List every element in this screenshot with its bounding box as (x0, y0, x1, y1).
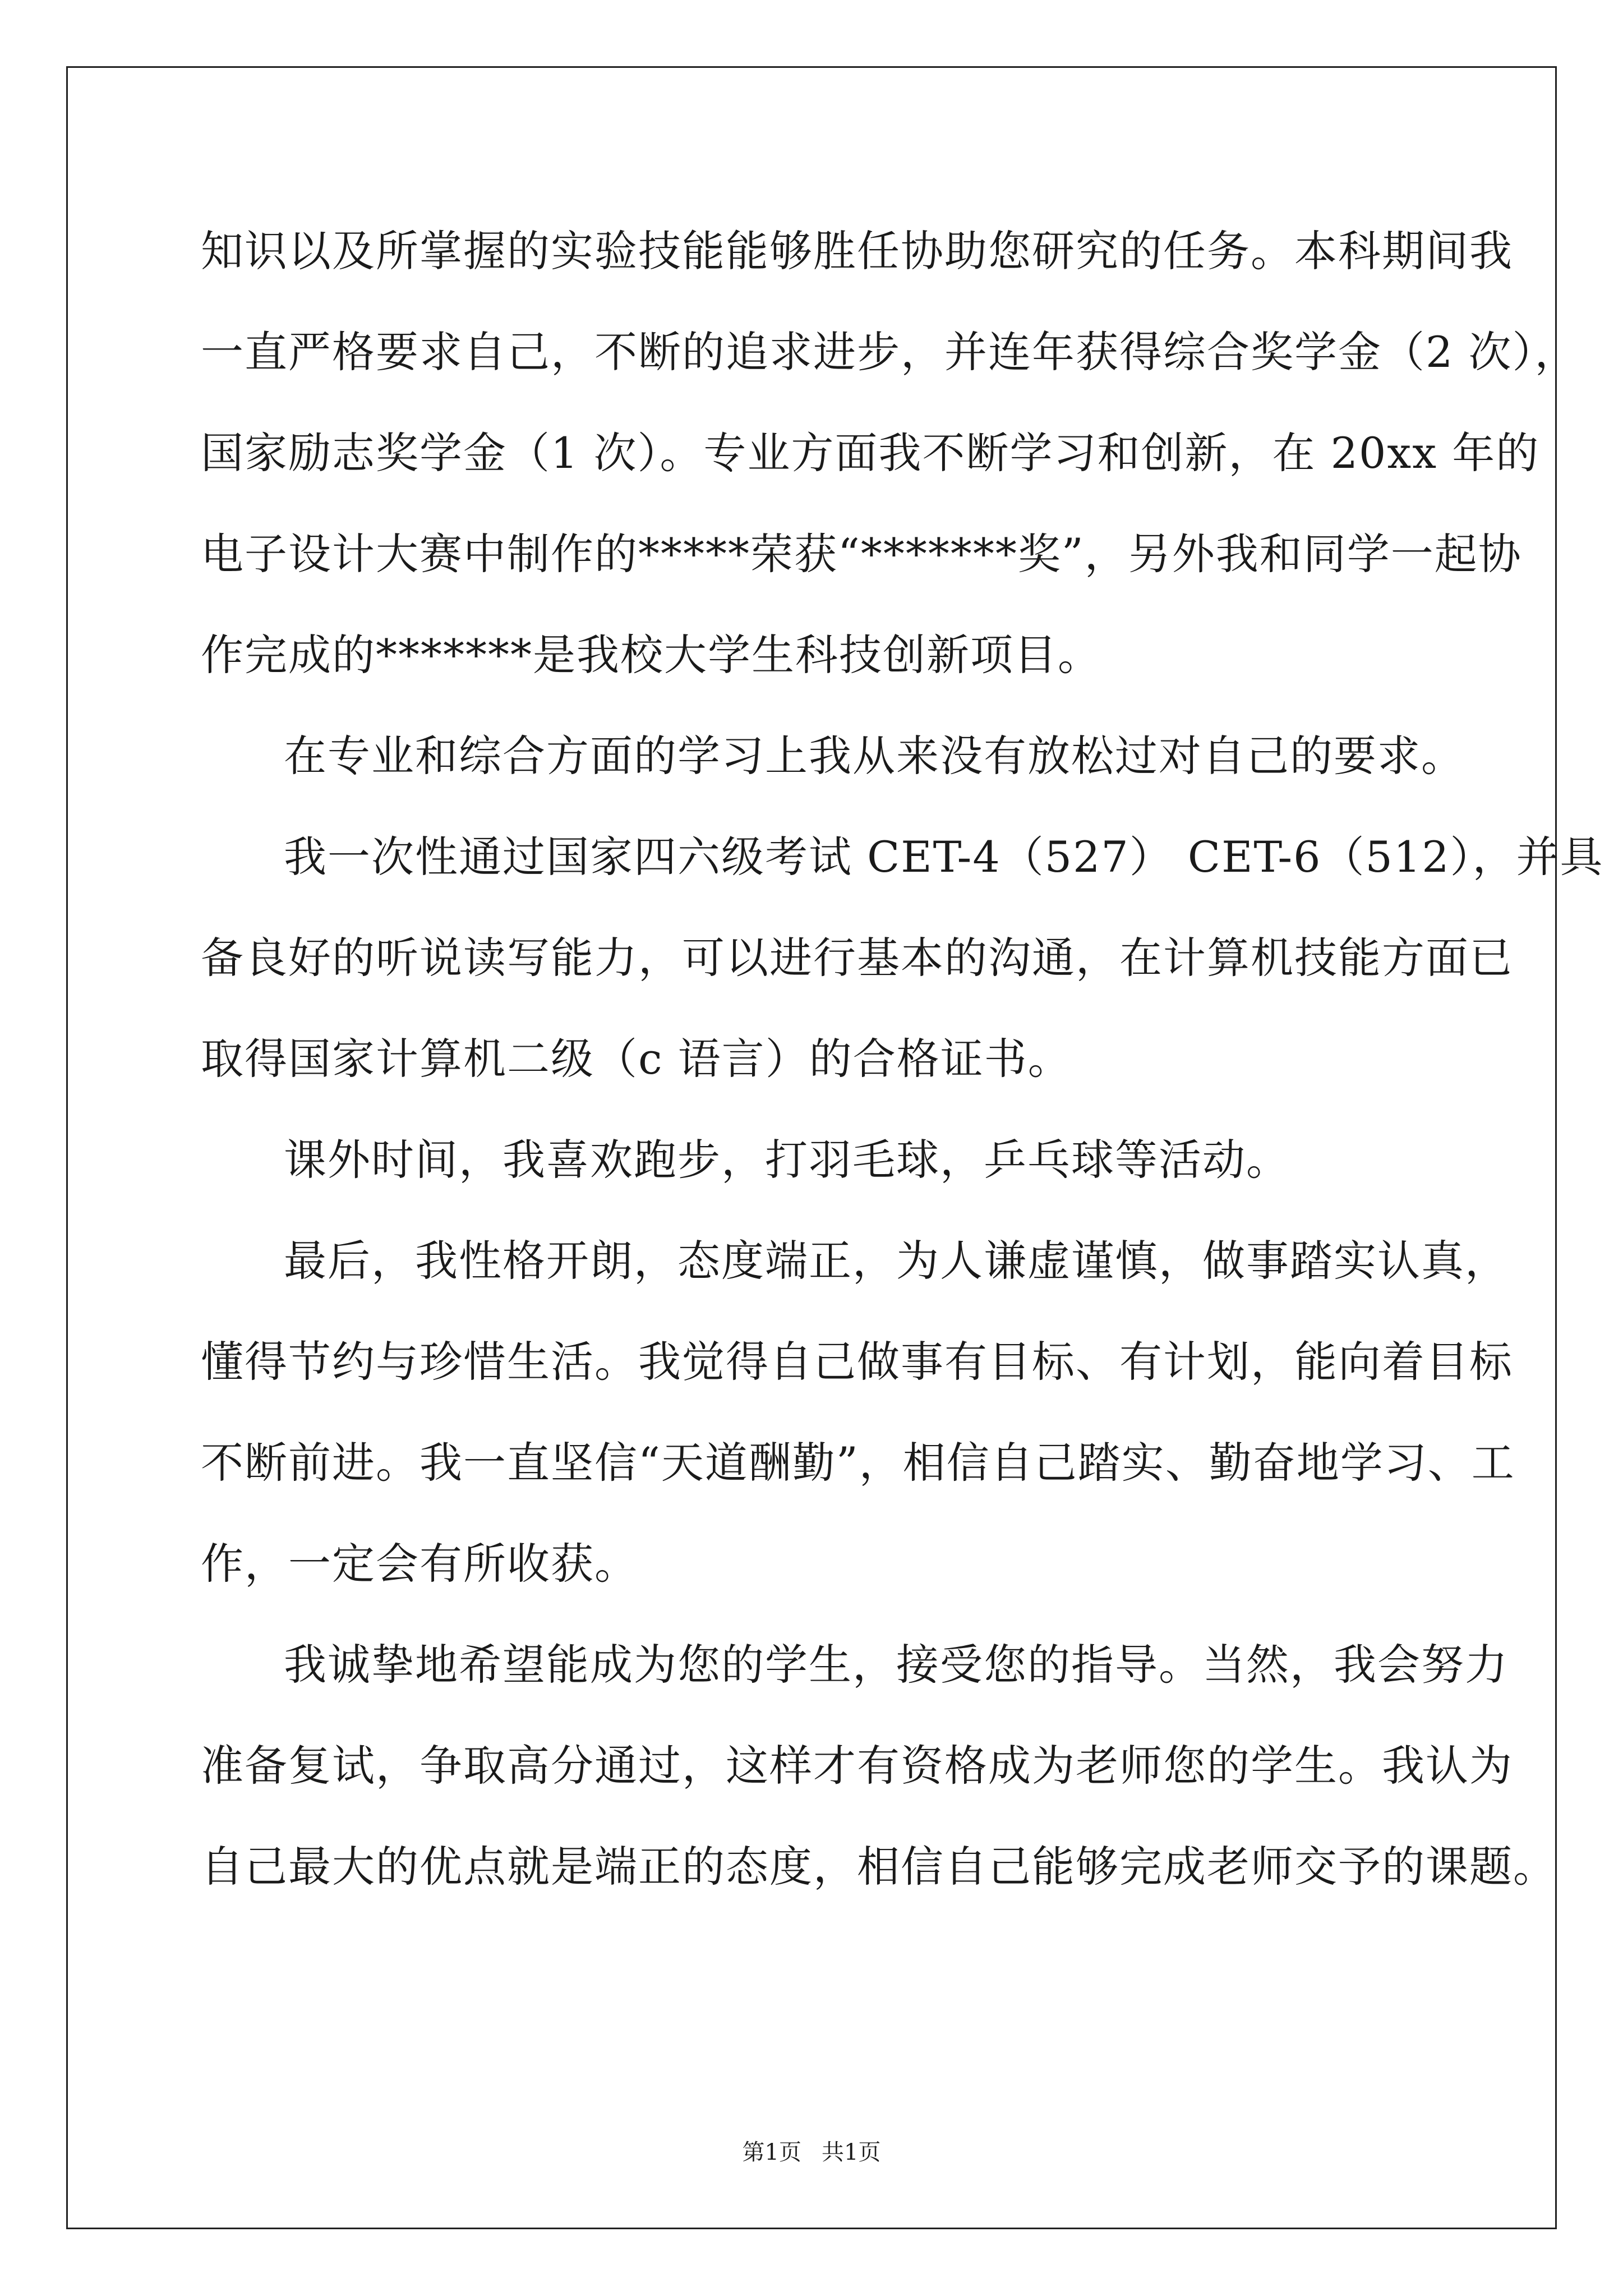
body-line: 准备复试，争取高分通过，这样才有资格成为老师您的学生。我认为 (201, 1741, 1513, 1791)
body-line: 课外时间，我喜欢跑步，打羽毛球，乒乓球等活动。 (284, 1135, 1290, 1185)
body-line: 在专业和综合方面的学习上我从来没有放松过对自己的要求。 (284, 731, 1465, 781)
body-line: 知识以及所掌握的实验技能能够胜任协助您研究的任务。本科期间我 (201, 226, 1513, 276)
page-number: 第1页 (742, 2139, 801, 2165)
body-line: 国家励志奖学金（1 次）。专业方面我不断学习和创新，在 20xx 年的 (201, 428, 1540, 478)
page-footer (0, 2138, 1623, 2166)
body-line: 一直严格要求自己，不断的追求进步，并连年获得综合奖学金（2 次）， (201, 327, 1579, 377)
body-line: 自己最大的优点就是端正的态度，相信自己能够完成老师交予的课题。 (201, 1842, 1557, 1892)
body-line: 懂得节约与珍惜生活。我觉得自己做事有目标、有计划，能向着目标 (201, 1337, 1513, 1387)
body-line: 电子设计大赛中制作的*****荣获“*******奖”，另外我和同学一起协 (201, 529, 1522, 579)
body-line: 备良好的听说读写能力，可以进行基本的沟通，在计算机技能方面已 (201, 933, 1513, 983)
body-line: 作，一定会有所收获。 (201, 1539, 638, 1589)
body-line: 取得国家计算机二级（c 语言）的合格证书。 (201, 1034, 1072, 1084)
page-total: 共1页 (822, 2139, 881, 2165)
body-line: 最后，我性格开朗，态度端正，为人谦虚谨慎，做事踏实认真， (284, 1236, 1509, 1286)
body-line: 我诚挚地希望能成为您的学生，接受您的指导。当然，我会努力 (284, 1640, 1509, 1690)
body-line: 不断前进。我一直坚信“天道酬勤”，相信自己踏实、勤奋地学习、工 (201, 1438, 1515, 1488)
body-line: 我一次性通过国家四六级考试 CET-4（527） CET-6（512），并具 (284, 832, 1604, 882)
body-line: 作完成的*******是我校大学生科技创新项目。 (201, 630, 1101, 680)
